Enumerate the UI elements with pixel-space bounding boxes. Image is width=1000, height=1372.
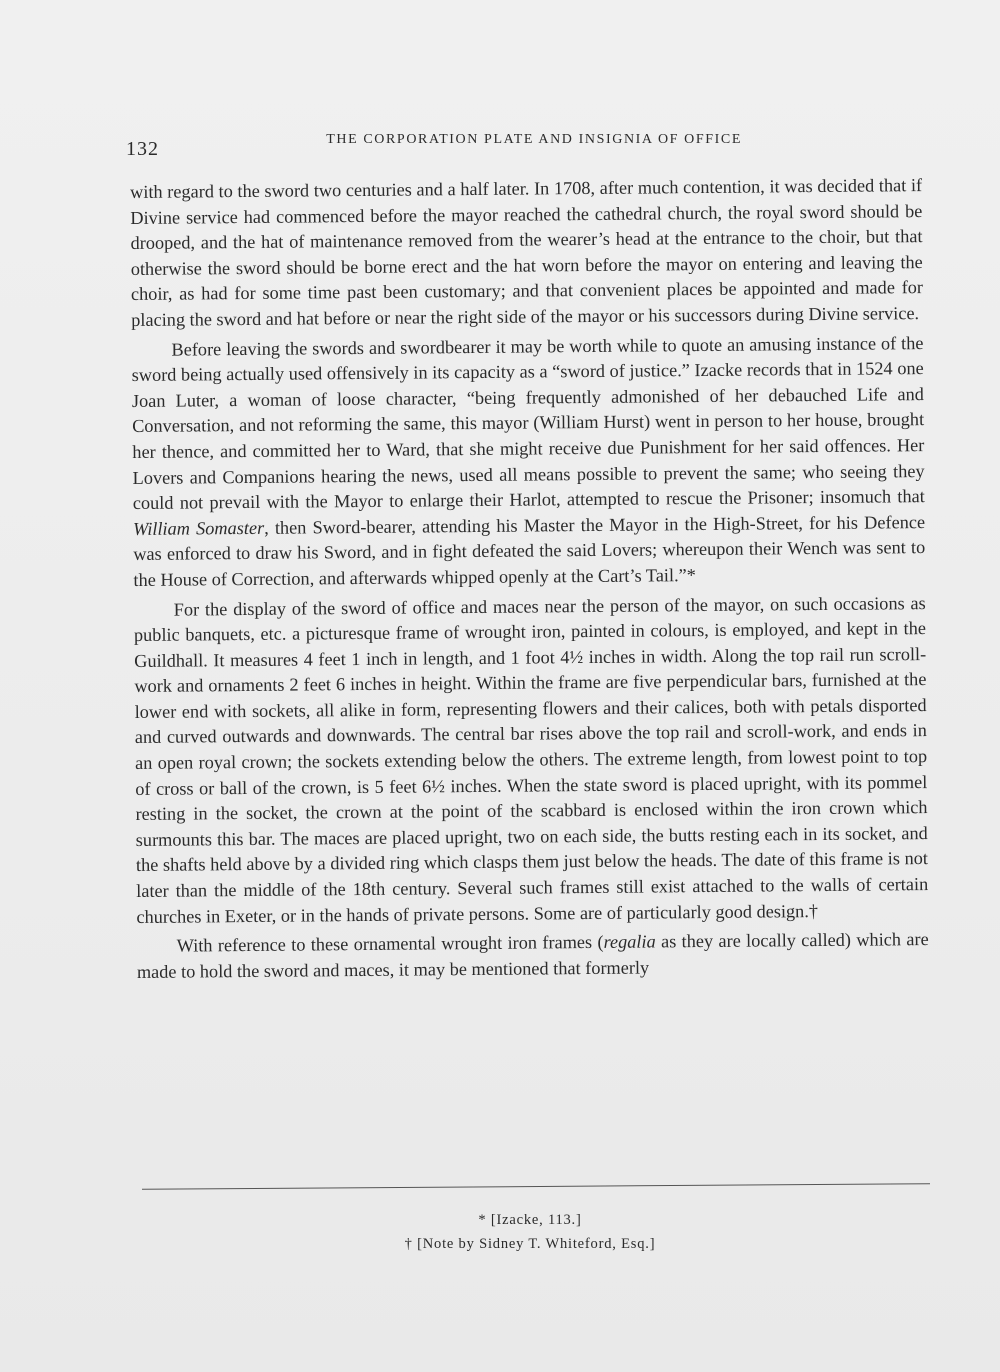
paragraph-3-fraction-2: ½ — [431, 775, 446, 797]
paragraph-2-text-a: Before leaving the swords and swordbearer it may be worth while to quote an amusing instance of the sword being actually used offensively in its capacity as a “sword of justice.” Izacke records that in 1524 one Joan Luter, a woman of loose character, “being frequently admonished of her debauched Life and Conversation, and not reforming the same, this mayor (William Hurst) went in person to her house, brought her thence, and committed her to Ward, that she might receive due Punishment for her said offences. Her Lovers and Companions hearing the news, used all means possible to prevent the same; who seeing they could not prevail with the Mayor to enlarge their Harlot, attempted to rescue the Prisoner; insomuch that — [131, 332, 925, 514]
paragraph-3-fraction-1: ½ — [569, 646, 584, 667]
footnotes — [130, 1208, 930, 1256]
page-header — [126, 132, 742, 162]
paragraph-4-italic-word: regalia — [603, 931, 656, 953]
paragraph-3-text-a: For the display of the sword of office and maces near the person of the mayor, on such occasions as public banquets, etc. a picturesque frame of wrought iron, painted in colours, is employed, and kept in the Guildhall. It measures 4 feet 1 inch in length, and 1 foot 4 — [133, 592, 927, 671]
footnote-1: * [Izacke, 113.] — [478, 1212, 582, 1228]
paragraph-1 — [130, 173, 923, 333]
footnote-rule — [142, 1183, 930, 1190]
footnote-2: † [Note by Sidney T. Whiteford, Esq.] — [404, 1236, 656, 1252]
paragraph-1-text: with regard to the sword two centuries and a half later. In 1708, after much contention, it was decided that if Divine service had commenced before the mayor reached the cathedral church, the royal sword should be drooped, and the hat of maintenance removed from the wearer’s head at the entrance to the choir, but that otherwise the sword should be borne erect and the hat worn before the mayor on entering and leaving the choir, as had for some time past been customary; and that convenient places be appointed and made for placing the sword and hat before or near the right side of the mayor or his successors during Divine service. — [130, 175, 924, 330]
body-text — [130, 173, 929, 989]
paragraph-4-text-a: With reference to these ornamental wrought iron frames ( — [176, 932, 604, 956]
paragraph-3 — [134, 591, 929, 931]
paragraph-4 — [137, 927, 929, 985]
paragraph-3-text-c: inches. When the state sword is placed upright, with its pommel resting in the socket, the crown at the point of the scabbard is enclosed within the iron crown which surmounts this bar. The maces are placed upright, two on each side, the butts resting each in its socket, and the shafts held above by a divided ring which clasps them just below the heads. The date of this frame is not later than the middle of the 18th century. Several such frames still exist attached to the walls of certain churches in Exeter, or in the hands of private persons. Some are of particularly good design.† — [135, 771, 929, 927]
paragraph-2 — [131, 331, 925, 594]
running-head: THE CORPORATION PLATE AND INSIGNIA OF OFFICE — [326, 132, 742, 147]
paragraph-2-italic-name: William Somaster — [132, 517, 265, 539]
page-number: 132 — [126, 138, 159, 160]
paragraph-3-text-b: inches in width. Along the top rail run scroll-work and ornaments 2 feet 6 inches in height. Within the frame are five perpendicular bars, furnished at the lower end with sockets, all alike in form, representing flowers and their calices, both with petals disported and curved outwards and downwards. The central bar rises above the top rail and scroll-work, and ends in an open royal crown; the sockets extending below the others. The extreme length, from lowest point to top of cross or ball of the crown, is 5 feet 6 — [134, 643, 928, 799]
paragraph-2-text-b: , then Sword-bearer, attending his Master the Mayor in the High-Street, for his Defence was enforced to draw his Sword, and in fight defeated the said Lovers; whereupon their Wench was sent to the House of Correction, and afterwards whipped openly at the Cart’s Tail.”* — [133, 511, 926, 590]
paragraph-4-text-b: as they are locally called) which are made to hold the sword and maces, it may be mentioned that formerly — [136, 929, 929, 982]
